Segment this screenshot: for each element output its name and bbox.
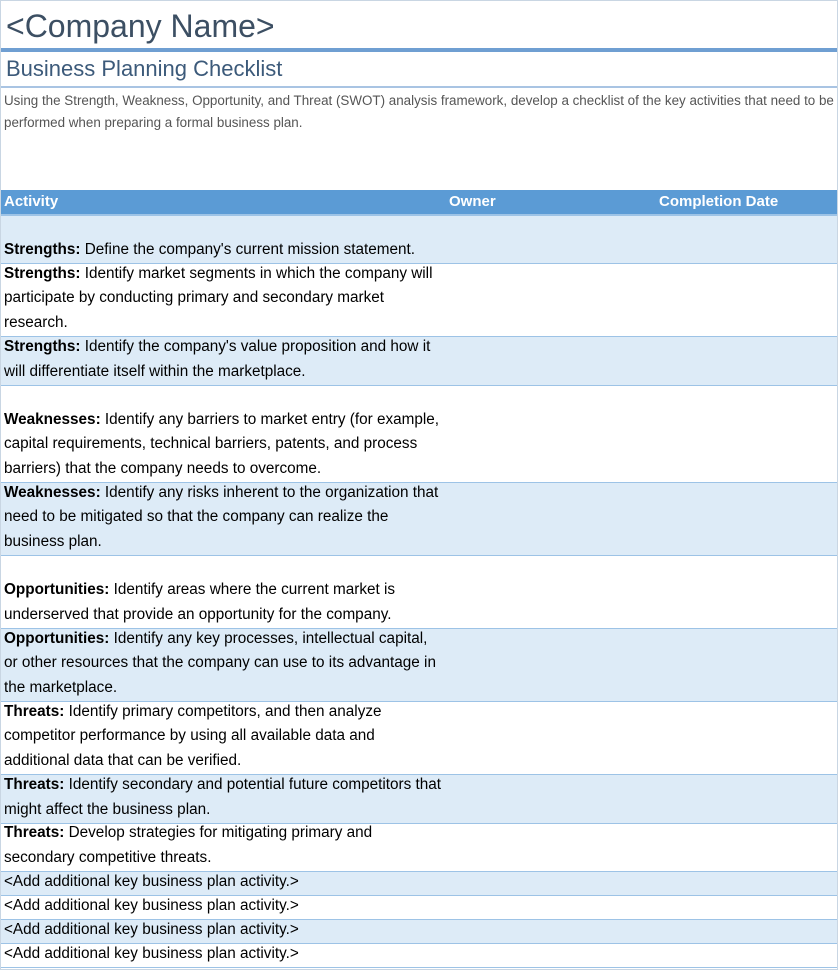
table-row [1, 264, 837, 337]
activity-text: Identify any barriers to market entry (for example, capital requirements, technical barriers, patents, and process barriers) that the company needs to overcome. [4, 411, 440, 477]
activity-cell[interactable] [4, 481, 444, 554]
table-row [1, 920, 837, 944]
activity-category: Strengths: [4, 338, 81, 356]
column-header-owner[interactable]: Owner [449, 193, 496, 210]
activity-category: Strengths: [4, 265, 81, 283]
activity-cell[interactable] [4, 773, 444, 822]
checklist-table [1, 216, 837, 968]
activity-category: Threats: [4, 824, 65, 842]
title-divider [1, 48, 837, 52]
activity-text: Identify any key processes, intellectual capital, or other resources that the company can use to its advantage in the marketplace. [4, 630, 436, 696]
table-row [1, 629, 837, 702]
table-header [1, 190, 837, 216]
activity-cell[interactable] [4, 578, 444, 627]
table-row [1, 824, 837, 872]
activity-text: <Add additional key business plan activity.> [4, 896, 299, 914]
column-header-completion-date[interactable]: Completion Date [659, 193, 779, 210]
activity-text: Develop strategies for mitigating primary and secondary competitive threats. [4, 824, 373, 866]
company-name[interactable]: <Company Name> [6, 8, 275, 44]
activity-category: Threats: [4, 703, 65, 721]
activity-text: <Add additional key business plan activity.> [4, 920, 299, 938]
activity-category: Opportunities: [4, 581, 110, 599]
table-row [1, 872, 837, 896]
activity-text: Identify the company's value proposition and how it will differentiate itself within the marketplace. [4, 338, 431, 380]
table-row [1, 896, 837, 920]
activity-cell[interactable] [4, 627, 444, 700]
activity-text: Identify any risks inherent to the organization that need to be mitigated so that the company can realize the business plan. [4, 484, 439, 550]
column-header-activity[interactable]: Activity [4, 193, 59, 210]
table-row [1, 775, 837, 824]
table-row [1, 337, 837, 386]
table-row [1, 386, 837, 483]
activity-cell[interactable] [4, 870, 444, 894]
activity-text: Define the company's current mission statement. [80, 240, 415, 258]
page-title[interactable]: Business Planning Checklist [6, 56, 283, 81]
activity-text: Identify primary competitors, and then analyze competitor performance by using all available data and additional data that can be verified. [4, 703, 382, 769]
description-text[interactable]: Using the Strength, Weakness, Opportunity, and Threat (SWOT) analysis framework, develop a checklist of the key activities that need to be performed when preparing a formal business plan. [4, 93, 834, 130]
activity-cell[interactable] [4, 335, 444, 384]
activity-category: Threats: [4, 776, 65, 794]
activity-cell[interactable] [4, 821, 444, 870]
table-row [1, 944, 837, 968]
activity-cell[interactable] [4, 262, 444, 335]
activity-text: Identify market segments in which the company will participate by conducting primary and secondary market research. [4, 265, 433, 331]
table-row [1, 216, 837, 264]
activity-cell[interactable] [4, 894, 444, 918]
activity-category: Opportunities: [4, 630, 110, 648]
table-row [1, 702, 837, 775]
table-row [1, 556, 837, 629]
table-row [1, 483, 837, 556]
subtitle-divider [1, 86, 837, 88]
activity-cell[interactable] [4, 700, 444, 773]
activity-category: Weaknesses: [4, 484, 101, 502]
activity-text: Identify secondary and potential future competitors that might affect the business plan. [4, 776, 442, 818]
activity-text: Identify areas where the current market is underserved that provide an opportunity for the company. [4, 581, 396, 623]
activity-cell[interactable] [4, 918, 444, 942]
activity-text: <Add additional key business plan activity.> [4, 872, 299, 890]
activity-cell[interactable] [4, 942, 444, 966]
activity-cell[interactable] [4, 238, 444, 262]
activity-cell[interactable] [4, 408, 444, 481]
activity-category: Strengths: [4, 240, 81, 258]
activity-text: <Add additional key business plan activity.> [4, 944, 299, 962]
activity-category: Weaknesses: [4, 411, 101, 429]
